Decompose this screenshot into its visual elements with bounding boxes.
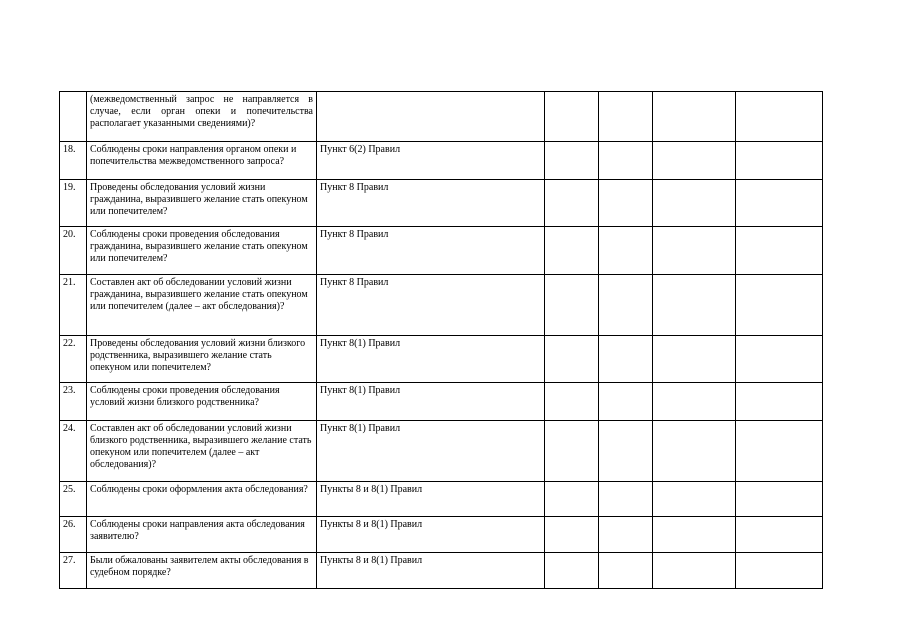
answer-cell-no[interactable] xyxy=(599,517,653,553)
row-number: 24. xyxy=(60,421,87,482)
notes-cell[interactable] xyxy=(736,421,823,482)
legal-reference: Пункт 8 Правил xyxy=(317,180,545,227)
table-row xyxy=(60,421,823,482)
question-text: Составлен акт об обследовании условий жизни гражданина, выразившего желание стать опекуном или попечителем (далее – акт обследования)? xyxy=(87,275,317,336)
row-number: 22. xyxy=(60,336,87,383)
answer-cell-yes[interactable] xyxy=(545,517,599,553)
answer-cell-yes[interactable] xyxy=(545,553,599,589)
row-number: 20. xyxy=(60,227,87,275)
row-number: 26. xyxy=(60,517,87,553)
answer-cell-not-applicable[interactable] xyxy=(653,517,736,553)
table-row xyxy=(60,336,823,383)
legal-reference: Пункт 8 Правил xyxy=(317,275,545,336)
row-number: 19. xyxy=(60,180,87,227)
legal-reference xyxy=(317,92,545,142)
table-row xyxy=(60,142,823,180)
table-row xyxy=(60,275,823,336)
table-row xyxy=(60,180,823,227)
question-text: Соблюдены сроки проведения обследования гражданина, выразившего желание стать опекуном или попечителем? xyxy=(87,227,317,275)
answer-cell-no[interactable] xyxy=(599,553,653,589)
answer-cell-not-applicable[interactable] xyxy=(653,142,736,180)
question-text: Соблюдены сроки оформления акта обследования? xyxy=(87,482,317,517)
question-text: Проведены обследования условий жизни гражданина, выразившего желание стать опекуном или попечителем? xyxy=(87,180,317,227)
notes-cell[interactable] xyxy=(736,92,823,142)
row-number xyxy=(60,92,87,142)
table-row xyxy=(60,553,823,589)
table-row xyxy=(60,92,823,142)
answer-cell-not-applicable[interactable] xyxy=(653,482,736,517)
legal-reference: Пункты 8 и 8(1) Правил xyxy=(317,482,545,517)
notes-cell[interactable] xyxy=(736,517,823,553)
question-text: Были обжалованы заявителем акты обследования в судебном порядке? xyxy=(87,553,317,589)
answer-cell-not-applicable[interactable] xyxy=(653,92,736,142)
legal-reference: Пункт 8(1) Правил xyxy=(317,421,545,482)
answer-cell-no[interactable] xyxy=(599,383,653,421)
notes-cell[interactable] xyxy=(736,336,823,383)
notes-cell[interactable] xyxy=(736,227,823,275)
notes-cell[interactable] xyxy=(736,142,823,180)
answer-cell-not-applicable[interactable] xyxy=(653,180,736,227)
notes-cell[interactable] xyxy=(736,180,823,227)
answer-cell-yes[interactable] xyxy=(545,383,599,421)
answer-cell-no[interactable] xyxy=(599,336,653,383)
notes-cell[interactable] xyxy=(736,482,823,517)
answer-cell-no[interactable] xyxy=(599,421,653,482)
legal-reference: Пункты 8 и 8(1) Правил xyxy=(317,517,545,553)
row-number: 18. xyxy=(60,142,87,180)
table-row xyxy=(60,517,823,553)
legal-reference: Пункт 8 Правил xyxy=(317,227,545,275)
answer-cell-yes[interactable] xyxy=(545,482,599,517)
question-text: Составлен акт об обследовании условий жизни близкого родственника, выразившего желание стать опекуном или попечителем (далее – акт обследования)? xyxy=(87,421,317,482)
answer-cell-not-applicable[interactable] xyxy=(653,553,736,589)
notes-cell[interactable] xyxy=(736,383,823,421)
legal-reference: Пункты 8 и 8(1) Правил xyxy=(317,553,545,589)
row-number: 23. xyxy=(60,383,87,421)
answer-cell-yes[interactable] xyxy=(545,275,599,336)
row-number: 25. xyxy=(60,482,87,517)
answer-cell-yes[interactable] xyxy=(545,142,599,180)
table-row xyxy=(60,482,823,517)
question-text: Соблюдены сроки направления акта обследования заявителю? xyxy=(87,517,317,553)
row-number: 21. xyxy=(60,275,87,336)
question-text: (межведомственный запрос не направляется в случае, если орган опеки и попечительства располагает указанными сведениями)? xyxy=(87,92,317,142)
answer-cell-no[interactable] xyxy=(599,142,653,180)
answer-cell-no[interactable] xyxy=(599,482,653,517)
legal-reference: Пункт 8(1) Правил xyxy=(317,383,545,421)
answer-cell-yes[interactable] xyxy=(545,227,599,275)
row-number: 27. xyxy=(60,553,87,589)
answer-cell-not-applicable[interactable] xyxy=(653,227,736,275)
question-text: Проведены обследования условий жизни близкого родственника, выразившего желание стать опекуном или попечителем? xyxy=(87,336,317,383)
answer-cell-no[interactable] xyxy=(599,92,653,142)
answer-cell-yes[interactable] xyxy=(545,92,599,142)
notes-cell[interactable] xyxy=(736,275,823,336)
table-row xyxy=(60,383,823,421)
answer-cell-yes[interactable] xyxy=(545,180,599,227)
legal-reference: Пункт 6(2) Правил xyxy=(317,142,545,180)
legal-reference: Пункт 8(1) Правил xyxy=(317,336,545,383)
question-text: Соблюдены сроки направления органом опеки и попечительства межведомственного запроса? xyxy=(87,142,317,180)
answer-cell-not-applicable[interactable] xyxy=(653,421,736,482)
answer-cell-no[interactable] xyxy=(599,275,653,336)
answer-cell-yes[interactable] xyxy=(545,336,599,383)
checklist-table xyxy=(59,91,823,589)
answer-cell-no[interactable] xyxy=(599,180,653,227)
question-text: Соблюдены сроки проведения обследования условий жизни близкого родственника? xyxy=(87,383,317,421)
answer-cell-not-applicable[interactable] xyxy=(653,383,736,421)
answer-cell-not-applicable[interactable] xyxy=(653,275,736,336)
answer-cell-not-applicable[interactable] xyxy=(653,336,736,383)
answer-cell-no[interactable] xyxy=(599,227,653,275)
table-row xyxy=(60,227,823,275)
answer-cell-yes[interactable] xyxy=(545,421,599,482)
notes-cell[interactable] xyxy=(736,553,823,589)
